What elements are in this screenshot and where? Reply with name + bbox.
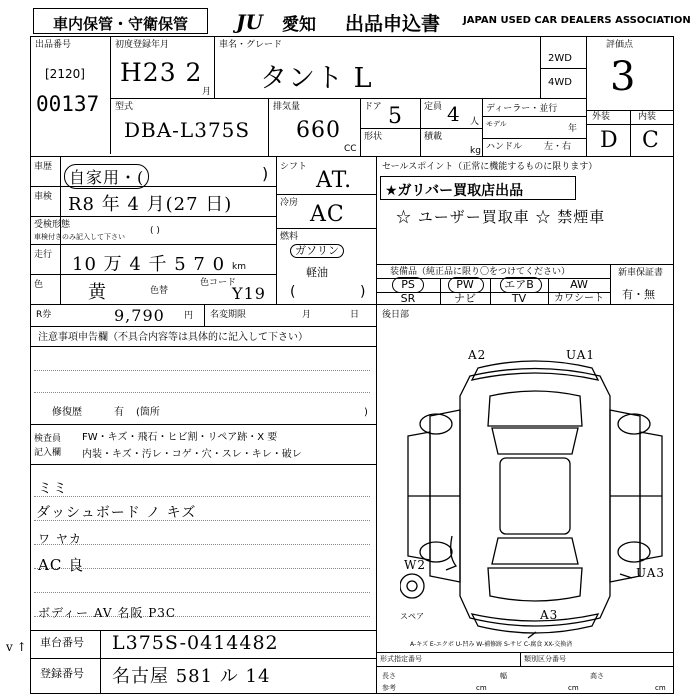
model-label: 車名・グレード: [219, 40, 283, 50]
equip-navi: ナビ: [454, 292, 476, 305]
name-change-label: 名変期限: [210, 310, 247, 320]
type-value: DBA-L375S: [124, 118, 251, 142]
color-change-label: 色替: [150, 286, 169, 296]
displacement-value: 660: [296, 118, 341, 143]
displacement-unit: CC: [344, 144, 357, 154]
load-unit: kg: [470, 146, 481, 156]
equip-ps-circle: [392, 277, 424, 293]
cert-width-label: 幅: [500, 672, 507, 680]
logo-region: 愛知: [282, 15, 316, 35]
storage-tab: [33, 8, 208, 34]
repair-value: 有: [114, 407, 124, 418]
recycle-label: R券: [36, 310, 52, 320]
note-line-2: ダッシュボード ノ キズ: [36, 505, 197, 521]
equip-airbag-circle: [500, 277, 542, 293]
interior-grade: C: [642, 128, 660, 153]
cert-form-label: 形式指定番号: [380, 655, 422, 663]
fuel-option-diesel: 軽油: [306, 266, 328, 279]
sales-points-headline: ★ガリバー買取店出品: [385, 183, 524, 199]
storage-tab-label: 車内保管・守衛保管: [52, 15, 188, 33]
name-change-month: 月: [302, 310, 312, 320]
drive-4wd: 4WD: [548, 77, 572, 88]
note-line-5: ボディー AV 名阪 P3C: [38, 606, 177, 620]
capacity-unit: 人: [470, 117, 480, 127]
note-line-3: ワ ヤカ: [38, 532, 82, 546]
note-line-1: ミミ: [38, 481, 68, 497]
name-change-day: 日: [350, 310, 360, 320]
cert-length-label: 長さ: [382, 672, 396, 680]
fuel-label: 燃料: [280, 232, 299, 242]
warranty-options: 有・無: [622, 288, 655, 301]
mark-front-left: A2: [468, 348, 487, 362]
repair-close: ): [364, 407, 368, 418]
equip-leather-seat: カワシート: [554, 293, 604, 304]
mark-front-right: UA1: [566, 348, 596, 362]
lot-number: 00137: [36, 92, 100, 116]
displacement-label: 排気量: [273, 102, 301, 112]
mileage-label: 走行: [34, 250, 53, 260]
type-label: 型式: [115, 102, 134, 112]
sales-points-headline-box: [380, 176, 576, 200]
repair-label: 修復歴: [52, 407, 82, 418]
recycle-unit: 円: [184, 311, 194, 321]
color-label: 色: [34, 280, 44, 290]
doors-value: 5: [388, 104, 403, 129]
recycle-value: 9,790: [114, 306, 165, 325]
inspection-form-note: 車検付きのみ記入して下さい: [34, 233, 125, 241]
sales-points-line: ☆ ユーザー買取車 ☆ 禁煙車: [396, 208, 606, 226]
ju-logo: JU: [236, 10, 263, 34]
registration-unit: 月: [202, 87, 212, 97]
fuel-option-gasoline: ガソリン: [290, 244, 344, 258]
color-code-value: Y19: [232, 284, 266, 303]
inspection-label: 車検: [34, 192, 53, 202]
lot-sub-number: [2120]: [45, 67, 85, 81]
cert-length-unit: cm: [476, 684, 487, 692]
grade-label: 評価点: [606, 40, 634, 50]
ac-label: 冷房: [280, 198, 299, 208]
notes-label: 注意事項申告欄（不具合内容等は具体的に記入して下さい）: [38, 332, 308, 343]
lot-label: 出品番号: [35, 40, 72, 50]
shift-value: AT.: [316, 168, 353, 193]
equip-tv: TV: [511, 292, 527, 305]
color-value: 黄: [88, 282, 107, 303]
rear-label: 後日部: [382, 310, 410, 320]
history-close: ): [262, 164, 269, 183]
cert-ref-label: 参考: [382, 684, 396, 692]
plate-value: 名古屋 581 ル 14: [112, 666, 271, 687]
equip-aw: AW: [570, 278, 588, 291]
mark-rear-center: A3: [540, 608, 559, 622]
handle-options: 左・右: [544, 142, 572, 152]
mileage-value: 10 万 4 千 5 7 0: [72, 254, 226, 275]
fuel-paren-open: (: [290, 284, 296, 300]
shift-label: シフト: [280, 162, 308, 172]
car-damage-diagram: [400, 346, 670, 646]
note-line-4: AC 良: [38, 556, 85, 574]
cert-height-unit: cm: [655, 684, 666, 692]
inspector-label-1: 検査員: [34, 434, 62, 444]
mark-left-mid: W2: [404, 558, 426, 572]
cert-class-label: 類別区分番号: [524, 655, 566, 663]
inspector-label-2: 記入欄: [34, 448, 62, 458]
ac-value: AC: [310, 202, 345, 227]
model-year-unit: 年: [568, 124, 578, 134]
load-label: 積載: [424, 132, 443, 142]
dealer-label: ディーラー・並行: [486, 104, 558, 114]
history-value: 自家用・(: [64, 164, 149, 189]
exterior-label: 外装: [592, 112, 611, 122]
inspection-form-label: 受検形態: [34, 220, 71, 230]
capacity-value: 4: [447, 102, 461, 126]
plate-label: 登録番号: [40, 667, 84, 680]
repair-parts: (箇所: [136, 407, 160, 418]
equipment-label: 装備品（純正品に限り〇をつけてください）: [390, 267, 571, 277]
doors-label: ドア: [364, 102, 382, 112]
handle-label: ハンドル: [486, 142, 523, 152]
association-name: JAPAN USED CAR DEALERS ASSOCIATION: [463, 15, 691, 26]
fuel-paren-close: ): [360, 284, 366, 300]
drive-2wd: 2WD: [548, 53, 572, 64]
equip-pw-circle: [448, 277, 484, 293]
capacity-label: 定員: [424, 102, 443, 112]
exterior-grade: D: [600, 128, 619, 153]
inspector-row-2: 内装・キズ・汚レ・コゲ・穴・スレ・キレ・破レ: [82, 449, 302, 460]
mark-rear-right: UA3: [636, 566, 666, 580]
cert-width-unit: cm: [568, 684, 579, 692]
chassis-label: 車台番号: [40, 636, 84, 649]
registration-value: H23 2: [120, 58, 203, 87]
warranty-label: 新車保証書: [618, 268, 664, 278]
interior-label: 内装: [638, 112, 657, 122]
inspector-row-1: FW・キズ・飛石・ヒビ割・リペア跡・X 要: [82, 432, 278, 443]
equip-pw: PW: [456, 278, 474, 291]
grade-value: 3: [610, 54, 637, 100]
cert-height-label: 高さ: [590, 672, 604, 680]
form-title: 出品申込書: [345, 13, 441, 35]
history-label: 車歴: [34, 162, 53, 172]
inspection-form-paren: ( ): [150, 226, 160, 236]
inspection-value: R8 年 4 月(27 日): [68, 194, 233, 215]
color-code-label: 色コード: [200, 278, 237, 288]
sales-points-label: セールスポイント（正常に機能するものに限ります）: [382, 162, 598, 172]
model-year-label: モデル: [486, 120, 507, 128]
model-value: タント L: [260, 63, 373, 94]
spare-label: スペア: [400, 612, 424, 621]
equip-sr: SR: [400, 292, 416, 305]
shape-label: 形状: [364, 132, 383, 142]
equip-ps: PS: [401, 278, 415, 291]
mileage-unit: km: [232, 262, 246, 272]
chassis-value: L375S-0414482: [112, 632, 279, 654]
margin-mark: v ↑: [6, 640, 27, 654]
damage-legend: A-キズ E-エクボ U-凹み W-補修跡 S-サビ C-腐食 XX-交換済: [410, 641, 573, 648]
equip-airbag: エアB: [504, 278, 534, 291]
registration-label: 初度登録年月: [115, 40, 170, 50]
